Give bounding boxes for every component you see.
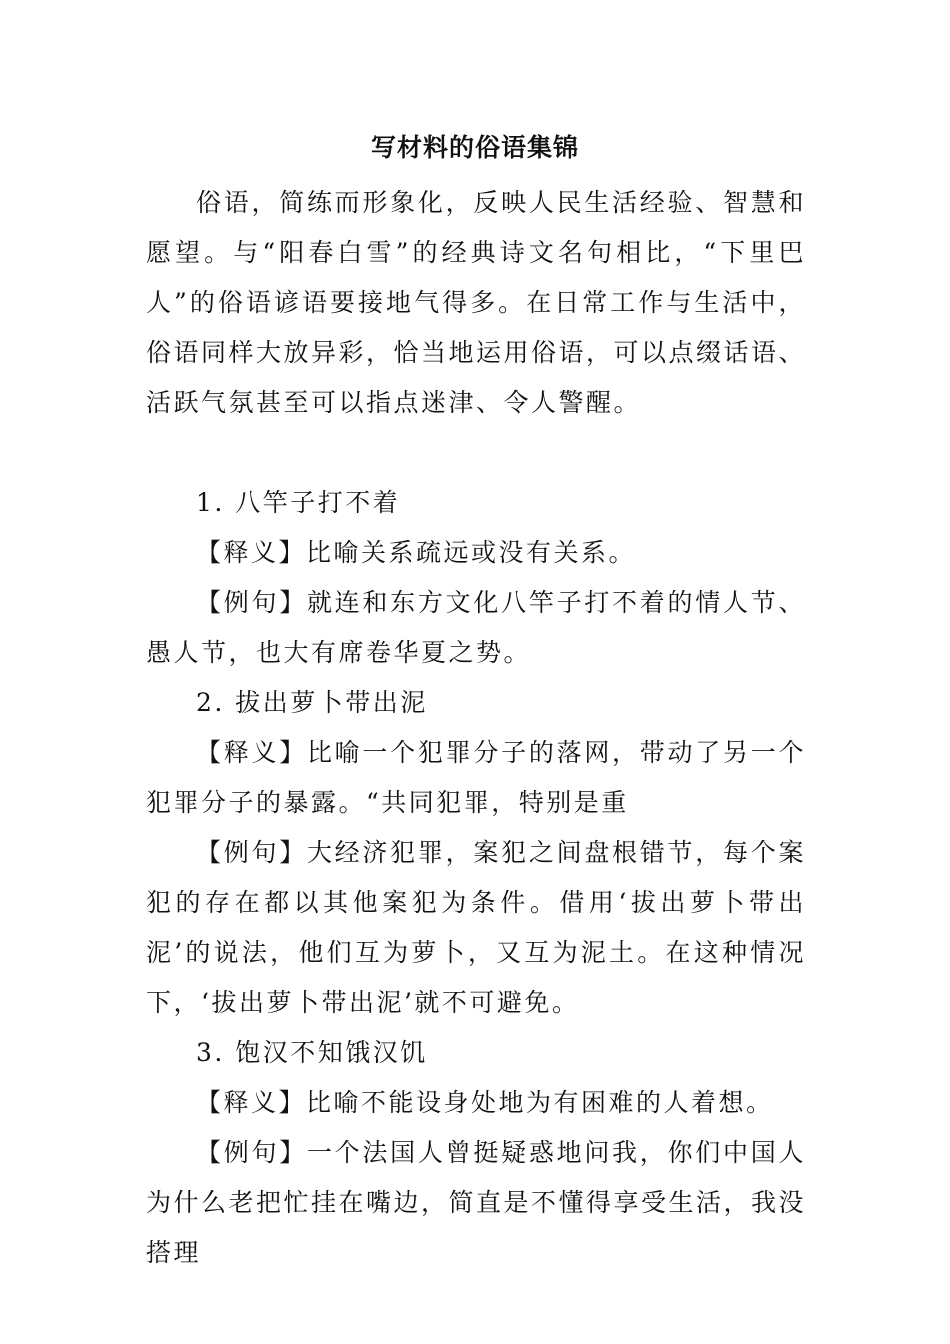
paragraph-spacer bbox=[146, 428, 806, 478]
document-title: 写材料的俗语集锦 bbox=[370, 133, 579, 162]
item-heading: 2. 拔出萝卜带出泥 bbox=[196, 688, 428, 717]
item-example: 【例句】就连和东方文化八竿子打不着的情人节、愚人节，也大有席卷华夏之势。 bbox=[146, 588, 806, 667]
item-example: 【例句】大经济犯罪，案犯之间盘根错节，每个案犯的存在都以其他案犯为条件。借用‘拔出萝卜带出泥’的说法，他们互为萝卜，又互为泥土。在这种情况下，‘拔出萝卜带出泥’就不可避免。 bbox=[146, 838, 806, 1017]
item-meaning: 【释义】比喻不能设身处地为有困难的人着想。 bbox=[196, 1088, 774, 1117]
item-heading: 1. 八竿子打不着 bbox=[196, 488, 401, 517]
item-example: 【例句】一个法国人曾挺疑惑地问我，你们中国人为什么老把忙挂在嘴边，简直是不懂得享受生活，我没搭理 bbox=[146, 1138, 807, 1267]
item-meaning: 【释义】比喻关系疏远或没有关系。 bbox=[196, 538, 637, 567]
item-meaning: 【释义】比喻一个犯罪分子的落网，带动了另一个犯罪分子的暴露。“共同犯罪，特别是重 bbox=[146, 738, 806, 817]
intro-paragraph: 俗语，简练而形象化，反映人民生活经验、智慧和愿望。与“阳春白雪”的经典诗文名句相比，“下里巴人”的俗语谚语要接地气得多。在日常工作与生活中，俗语同样大放异彩，恰当地运用俗语，可以点缀话语、活跃气氛甚至可以指点迷津、令人警醒。 bbox=[146, 188, 807, 417]
item-heading: 3. 饱汉不知饿汉饥 bbox=[196, 1038, 428, 1067]
document-body bbox=[146, 178, 806, 1278]
